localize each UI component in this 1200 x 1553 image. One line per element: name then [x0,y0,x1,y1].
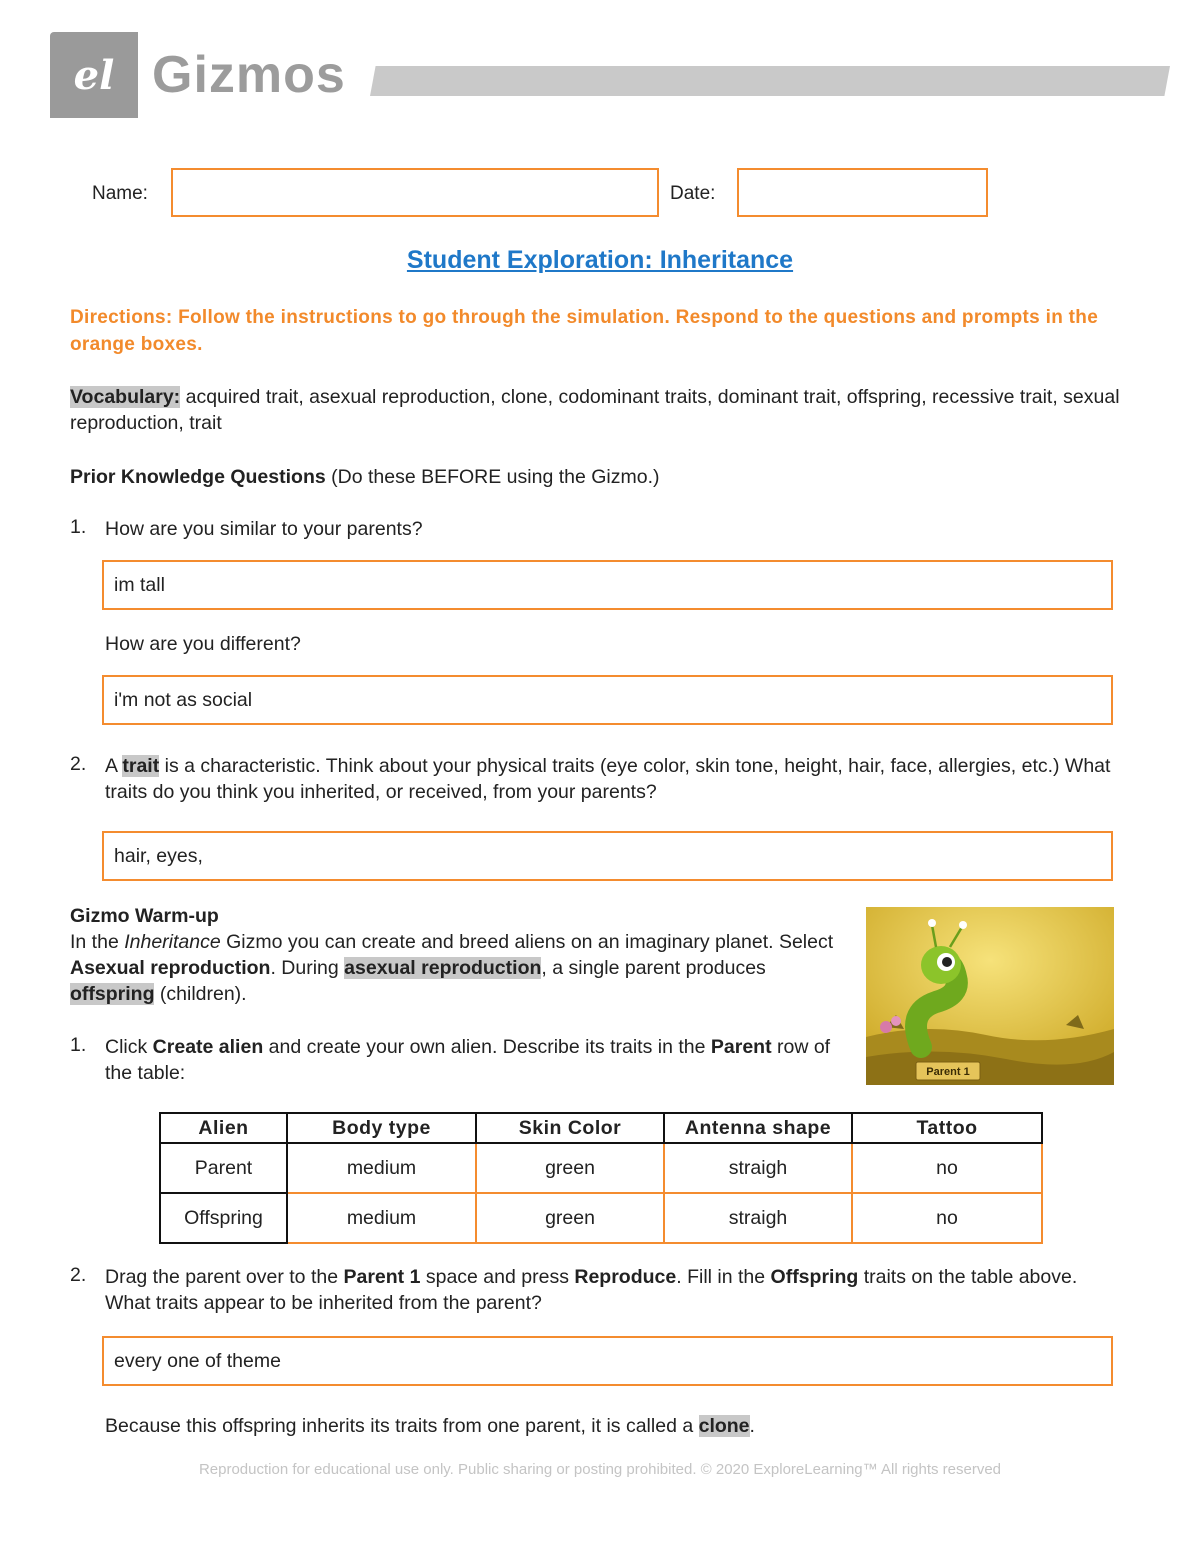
prior-q1b-answer-box[interactable] [102,675,1113,725]
warmup-q2-c: space and press [420,1266,575,1288]
prior-q1b-answer: i'm not as social [114,688,253,711]
table-cell-input[interactable]: straigh [664,1143,852,1193]
table-cell-input[interactable]: no [852,1193,1042,1243]
warmup-q2-answer: every one of theme [114,1349,281,1372]
warmup-q1-d: Parent [710,1036,772,1058]
warmup-closing [105,1413,1125,1439]
alien-illustration [866,907,1114,1085]
table-cell-row-label: Parent [160,1143,287,1193]
warmup-p3: . During [270,957,345,979]
warmup-q2-text [105,1264,1125,1316]
table-cell-row-label: Offspring [160,1193,287,1243]
vocabulary-text: acquired trait, asexual reproduction, clone, codominant traits, dominant trait, offspring, recessive trait, sexual reproduction, trait [70,386,1120,434]
table-cell-input[interactable]: no [852,1143,1042,1193]
prior-q2-answer: hair, eyes, [114,844,203,867]
warmup-q2-answer-box[interactable] [102,1336,1113,1386]
warmup-q2-d: Reproduce [574,1266,677,1288]
warmup-q2-b: Parent 1 [343,1266,421,1288]
logo-wordmark: Gizmos [152,46,346,104]
table-cell-input[interactable]: green [476,1143,664,1193]
table-row-offspring [160,1193,1042,1243]
warmup-q2-number: 2. [70,1264,87,1286]
name-field[interactable] [171,168,659,217]
alien-screenshot-image [866,907,1114,1085]
header-bar [370,66,1170,96]
table-cell-input[interactable]: medium [287,1143,476,1193]
prior-q1-answer-box[interactable] [102,560,1113,610]
vocabulary [70,384,1130,436]
table-header-skin-color: Skin Color [476,1113,664,1143]
warmup-p2-bold: Asexual reproduction [70,957,271,979]
table-header-tattoo: Tattoo [852,1113,1042,1143]
warmup-p4: , a single parent produces [541,957,766,979]
prior-q2-pre: A [105,755,123,777]
table-header-antenna-shape: Antenna shape [664,1113,852,1143]
warmup-p1-italic: Inheritance [124,931,221,953]
warmup-q1-text [105,1034,855,1086]
table-header-body-type: Body type [287,1113,476,1143]
traits-table [159,1112,1043,1244]
prior-q2-text [105,753,1125,805]
warmup-q1-number: 1. [70,1034,87,1056]
name-label: Name: [92,183,148,204]
warmup-q1-c: and create your own alien. Describe its traits in the [263,1036,711,1058]
warmup-q2-g: traits on the table above. What traits appear to be inherited from the parent? [105,1266,1078,1314]
logo-mark-text: el [73,51,115,99]
logo-mark [50,32,138,118]
warmup-p1: In the [70,931,125,953]
warmup-p5: (children). [154,983,247,1005]
warmup-q1-a: Click [105,1036,153,1058]
warmup-intro [70,929,855,1007]
closing-hl: clone [698,1415,750,1437]
closing-b: . [749,1415,755,1437]
warmup-p2: Gizmo you can create and breed aliens on an imaginary planet. Select [220,931,834,953]
traits-table-header-row [160,1113,1042,1143]
warmup-p4-hl: offspring [70,983,155,1005]
prior-q1-text: How are you similar to your parents? [105,518,423,540]
table-cell-input[interactable]: medium [287,1193,476,1243]
prior-q1b-text: How are you different? [105,633,301,655]
warmup-q2-f: Offspring [770,1266,859,1288]
prior-knowledge-heading [70,464,1130,490]
prior-heading-text: Prior Knowledge Questions [70,466,326,488]
prior-q1-number: 1. [70,516,87,538]
vocabulary-label: Vocabulary: [70,386,181,408]
table-row-parent [160,1143,1042,1193]
warmup-heading: Gizmo Warm-up [70,905,219,927]
prior-q2-bold: trait [122,755,160,777]
warmup-q2-a: Drag the parent over to the [105,1266,344,1288]
prior-q2-post: is a characteristic. Think about your physical traits (eye color, skin tone, height, hair, face, allergies, etc.) What traits do you think you inherited, or received, from your parents? [105,755,1111,803]
prior-q2-answer-box[interactable] [102,831,1113,881]
warmup-p3-hl: asexual reproduction [344,957,542,979]
warmup-q2-e: . Fill in the [676,1266,771,1288]
prior-q1-answer: im tall [114,573,165,596]
closing-a: Because this offspring inherits its traits from one parent, it is called a [105,1415,699,1437]
table-cell-input[interactable]: green [476,1193,664,1243]
warmup-q1-e: row of the table: [105,1036,831,1084]
page-title: Student Exploration: Inheritance [406,246,794,274]
table-cell-input[interactable]: straigh [664,1193,852,1243]
alien-image-label: Parent 1 [926,1066,970,1078]
prior-q2-number: 2. [70,753,87,775]
prior-heading-note: (Do these BEFORE using the Gizmo.) [325,466,660,488]
warmup-q1-b: Create alien [152,1036,264,1058]
date-field[interactable] [737,168,988,217]
table-header-alien: Alien [160,1113,287,1143]
footer-notice: Reproduction for educational use only. Public sharing or posting prohibited. © 2020 ExploreLearning™ All rights reserved [198,1461,1002,1478]
directions: Directions: Follow the instructions to go through the simulation. Respond to the questions and prompts in the orange boxes. [70,307,1099,355]
date-label: Date: [670,183,716,204]
